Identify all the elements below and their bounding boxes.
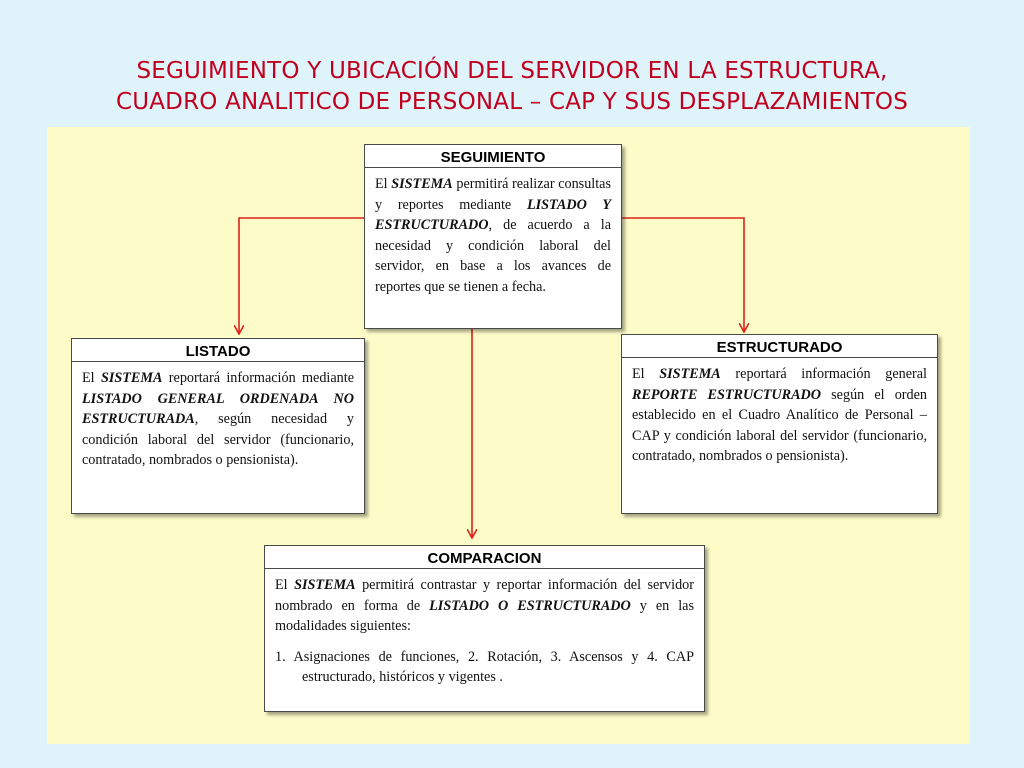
title-line-1: SEGUIMIENTO Y UBICACIÓN DEL SERVIDOR EN LA ESTRUCTURA, (136, 58, 888, 84)
comparacion-box (264, 545, 705, 712)
estructurado-text: El SISTEMA reportará información general REPORTE ESTRUCTURADO según el orden establecido en el Cuadro Analítico de Personal – CAP y condición laboral del servidor (funcionario, contratado, nombrados o pensionista). (632, 366, 928, 464)
seguimiento-heading: SEGUIMIENTO (365, 145, 621, 168)
comparacion-modalidades: 1. Asignaciones de funciones, 2. Rotación, 3. Ascensos y 4. CAP estructurado, históricos y vigentes . (275, 648, 694, 685)
seguimiento-box (364, 144, 622, 329)
arrow-to-listado (239, 218, 364, 333)
comparacion-text: El SISTEMA permitirá contrastar y reportar información del servidor nombrado en forma de LISTADO O ESTRUCTURADO y en las modalidades siguientes: 1. Asignaciones de funciones, 2. Rotación, 3. Ascensos y 4. CAP estructurado, históricos y vigentes . (265, 569, 704, 688)
comparacion-heading: COMPARACION (265, 546, 704, 569)
listado-text: El SISTEMA reportará información mediante LISTADO GENERAL ORDENADA NO ESTRUCTURADA, según necesidad y condición laboral del servidor (funcionario, contratado, nombrados o pensionista). (82, 370, 355, 468)
estructurado-box (621, 334, 938, 514)
estructurado-heading: ESTRUCTURADO (622, 335, 937, 358)
listado-box (71, 338, 365, 514)
arrow-to-estructurado (620, 218, 744, 331)
listado-heading: LISTADO (72, 339, 364, 362)
title-line-2: CUADRO ANALITICO DE PERSONAL – CAP Y SUS DESPLAZAMIENTOS (115, 89, 909, 115)
seguimiento-text: El SISTEMA permitirá realizar consultas y reportes mediante LISTADO Y ESTRUCTURADO, de acuerdo a la necesidad y condición laboral del servidor, en base a los avances de reportes que se tienen a fecha. (375, 176, 611, 295)
